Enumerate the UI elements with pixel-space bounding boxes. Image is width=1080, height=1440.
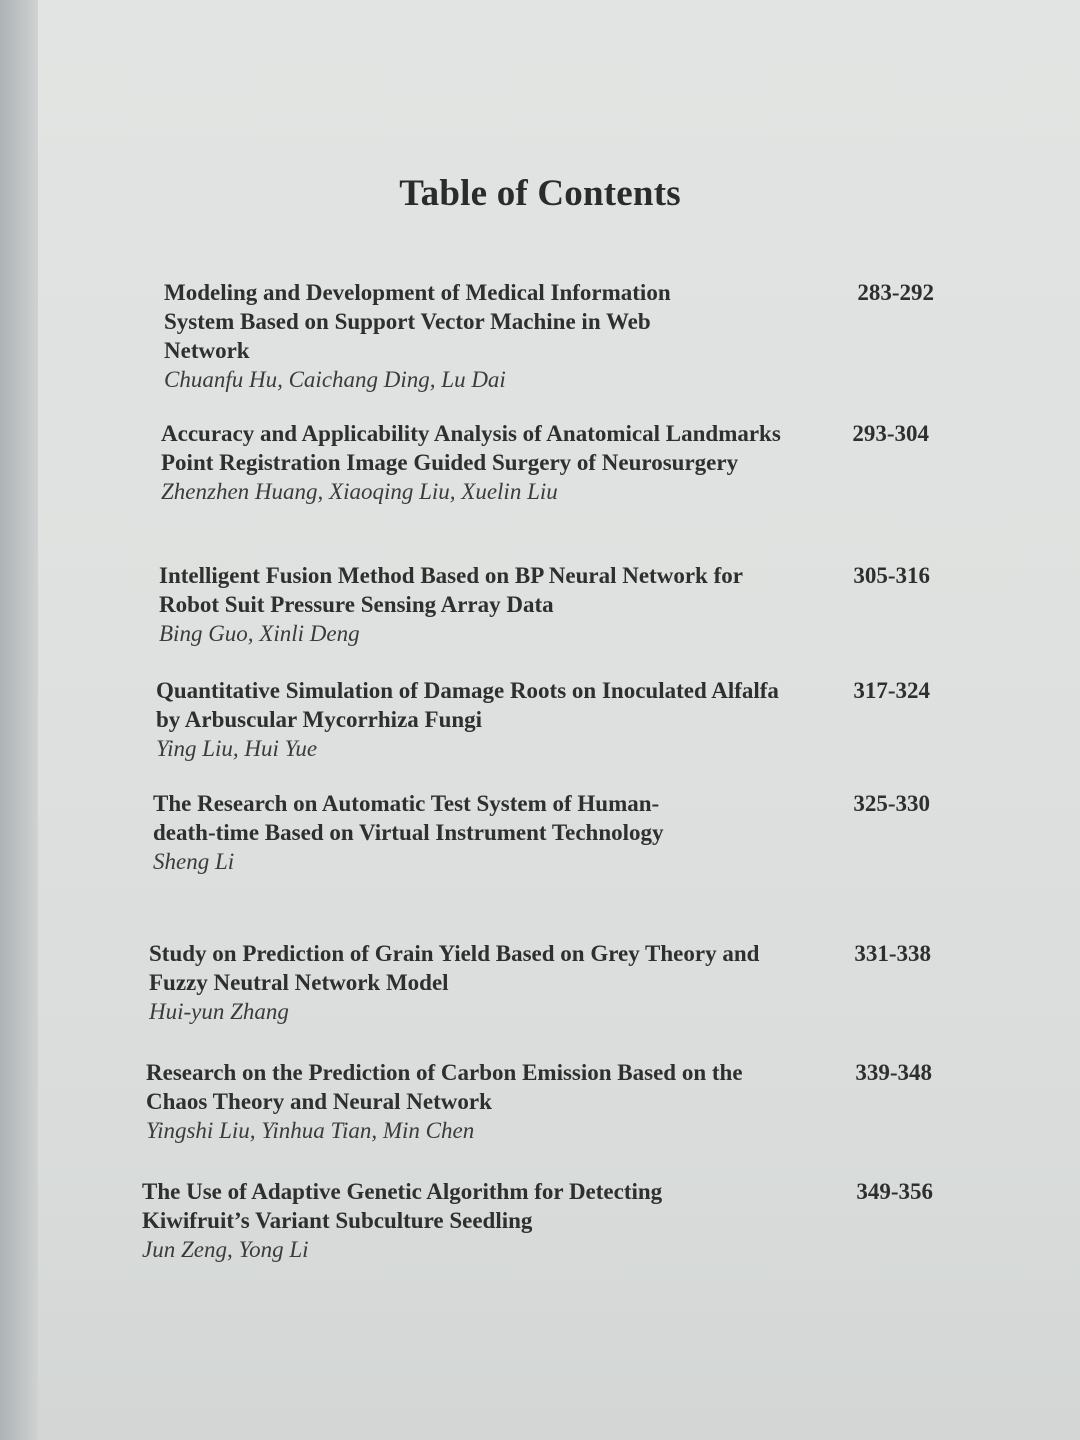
toc-entry [153, 789, 930, 876]
entry-pages: 305-316 [853, 563, 930, 588]
toc-entry [159, 561, 930, 648]
entry-title: Intelligent Fusion Method Based on BP Neural Network for Robot Suit Pressure Sensing Array Data [159, 563, 743, 617]
entry-title: Modeling and Development of Medical Information System Based on Support Vector Machine in Web Network [164, 280, 671, 363]
entry-pages: 339-348 [855, 1060, 932, 1085]
entry-title: Accuracy and Applicability Analysis of Anatomical Landmarks Point Registration Image Guided Surgery of Neurosurgery [161, 421, 781, 475]
entry-authors: Bing Guo, Xinli Deng [159, 621, 360, 646]
toc-entry [161, 419, 929, 506]
toc-entry [142, 1177, 933, 1264]
toc-entry [156, 676, 930, 763]
entry-pages: 283-292 [857, 280, 934, 305]
entry-authors: Ying Liu, Hui Yue [156, 736, 318, 761]
entry-authors: Sheng Li [153, 849, 235, 874]
entry-title: Research on the Prediction of Carbon Emission Based on the Chaos Theory and Neural Network [146, 1060, 743, 1114]
entry-authors: Chuanfu Hu, Caichang Ding, Lu Dai [164, 367, 506, 392]
entry-authors: Jun Zeng, Yong Li [142, 1237, 309, 1262]
entry-pages: 349-356 [856, 1179, 933, 1204]
page-title: Table of Contents [399, 173, 681, 214]
entry-authors: Hui-yun Zhang [149, 999, 289, 1024]
entry-pages: 331-338 [854, 941, 931, 966]
entry-pages: 293-304 [852, 421, 929, 446]
toc-entry [164, 278, 934, 394]
entry-title: Study on Prediction of Grain Yield Based on Grey Theory and Fuzzy Neutral Network Model [149, 941, 760, 995]
entry-title: Quantitative Simulation of Damage Roots on Inoculated Alfalfa by Arbuscular Mycorrhiza Fungi [156, 678, 779, 732]
toc-entry [146, 1058, 932, 1145]
entry-authors: Yingshi Liu, Yinhua Tian, Min Chen [146, 1118, 475, 1143]
entry-pages: 317-324 [853, 678, 930, 703]
entry-pages: 325-330 [853, 791, 930, 816]
entry-authors: Zhenzhen Huang, Xiaoqing Liu, Xuelin Liu [161, 479, 558, 504]
entry-title: The Research on Automatic Test System of Human-death-time Based on Virtual Instrument Technology [153, 791, 664, 845]
toc-entry [149, 939, 931, 1026]
entry-title: The Use of Adaptive Genetic Algorithm for Detecting Kiwifruit’s Variant Subculture Seedling [142, 1179, 663, 1233]
